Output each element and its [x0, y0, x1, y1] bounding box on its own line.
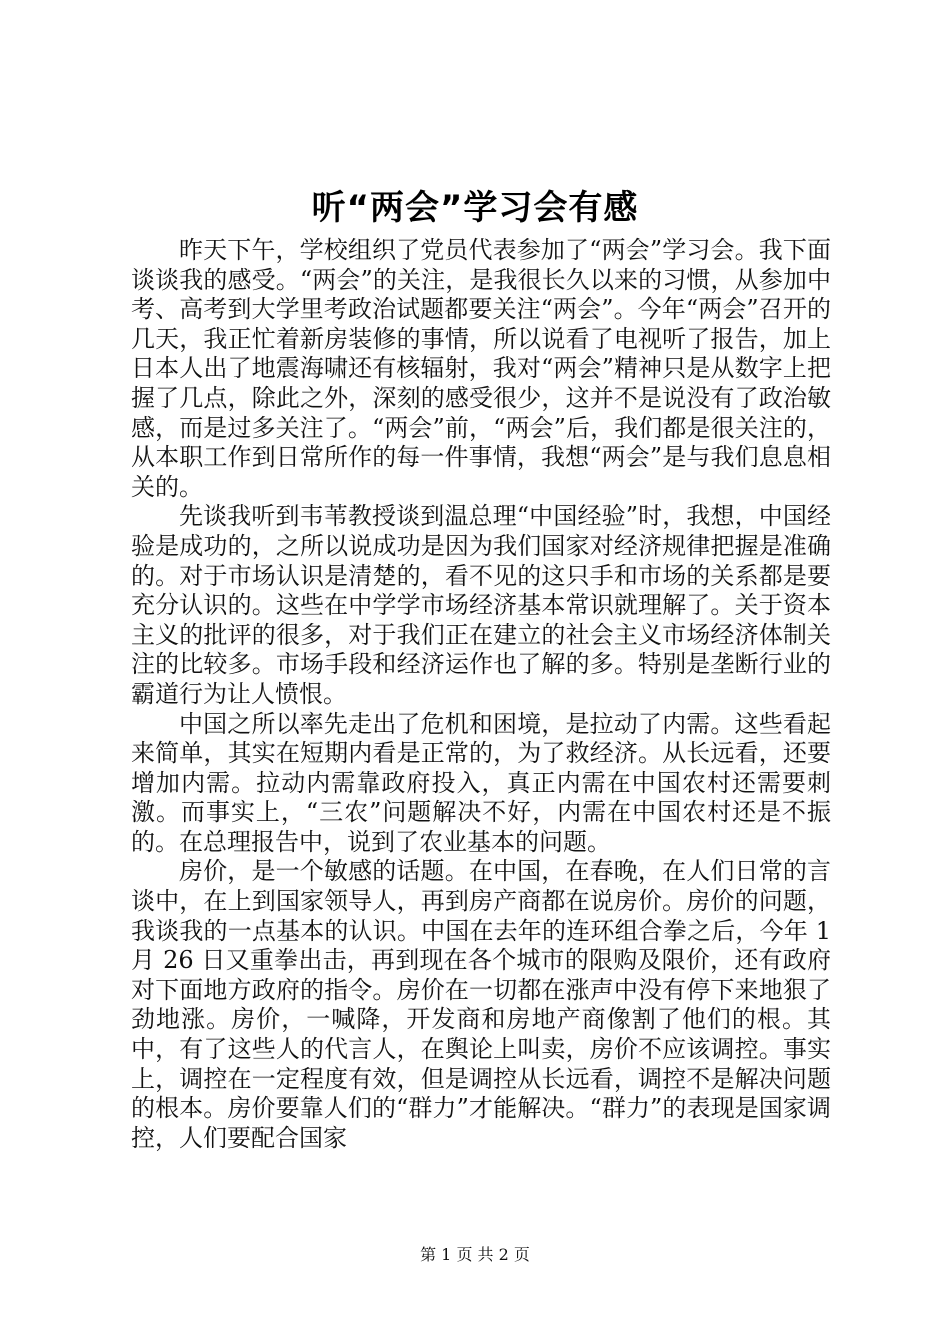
- paragraph-2: 先谈我听到韦苇教授谈到温总理“中国经验”时，我想，中国经验是成功的，之所以说成功是因为我们国家对经济规律把握是准确的。对于市场认识是清楚的，看不见的这只手和市场的关系都是要充分认识的。这些在中学学市场经济基本常识就理解了。关于资本主义的批评的很多，对于我们正在建立的社会主义市场经济体制关注的比较多。市场手段和经济运作也了解的多。特别是垄断行业的霸道行为让人愤恨。: [131, 502, 831, 708]
- paragraph-1: 昨天下午，学校组织了党员代表参加了“两会”学习会。我下面谈谈我的感受。“两会”的关注，是我很长久以来的习惯，从参加中考、高考到大学里考政治试题都要关注“两会”。今年“两会”召开的几天，我正忙着新房装修的事情，所以说看了电视听了报告，加上日本人出了地震海啸还有核辐射，我对“两会”精神只是从数字上把握了几点，除此之外，深刻的感受很少，这并不是说没有了政治敏感，而是过多关注了。“两会”前，“两会”后，我们都是很关注的，从本职工作到日常所作的每一件事情，我想“两会”是与我们息息相关的。: [131, 236, 831, 501]
- document-body: [131, 236, 831, 1153]
- paragraph-4: 房价，是一个敏感的话题。在中国，在春晚，在人们日常的言谈中，在上到国家领导人，再到房产商都在说房价。房价的问题，我谈我的一点基本的认识。中国在去年的连环组合拳之后，今年 1 月 26 日又重拳出击，再到现在各个城市的限购及限价，还有政府对下面地方政府的指令。房价在一切都在涨声中没有停下来地狠了劲地涨。房价，一喊降，开发商和房地产商像割了他们的根。其中，有了这些人的代言人，在舆论上叫卖，房价不应该调控。事实上，调控在一定程度有效，但是调控从长远看，调控不是解决问题的根本。房价要靠人们的“群力”才能解决。“群力”的表现是国家调控，人们要配合国家: [131, 857, 831, 1152]
- paragraph-3: 中国之所以率先走出了危机和困境，是拉动了内需。这些看起来简单，其实在短期内看是正常的，为了救经济。从长远看，还要增加内需。拉动内需靠政府投入，真正内需在中国农村还需要刺激。而事实上，“三农”问题解决不好，内需在中国农村还是不振的。在总理报告中，说到了农业基本的问题。: [131, 709, 831, 856]
- page-footer: 第 1 页 共 2 页: [420, 1245, 530, 1264]
- document-title: 听“两会”学习会有感: [311, 188, 639, 228]
